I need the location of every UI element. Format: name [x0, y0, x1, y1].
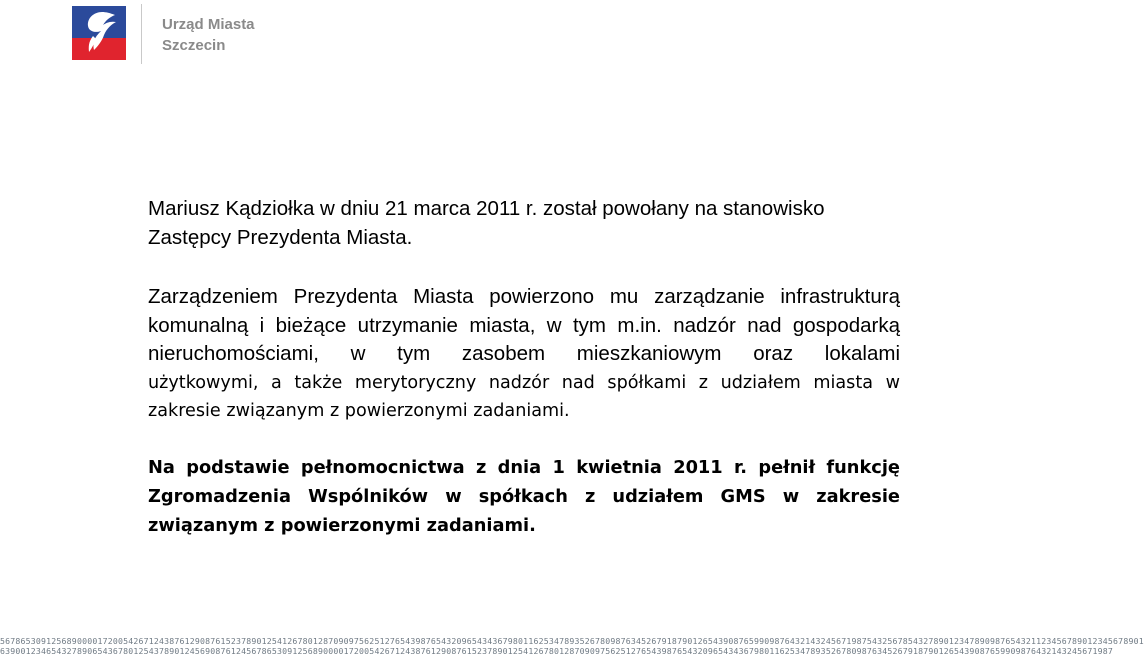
logo-divider [141, 4, 142, 64]
city-logo-mark [72, 6, 126, 60]
footer-digit-strip-1: 5678653091256890000172005426712438761290876152378901254126780128709097562512765439876543209654343679801162534789352678098763452679187901265439087659909876432143245671987543256785432789012347890987654321123456789012345678901 [0, 636, 1144, 646]
logo-text [162, 14, 255, 56]
responsibilities-line-4: użytkowymi, a także merytoryczny nadzór nad spółkami z udziałem miasta w [148, 372, 900, 393]
footer-digit-strip-2: 6390012346543278906543678012543789012456908761245678653091256890000172005426712438761290876152378901254126780128709097562512765439876543209654343679801162534789352678098763452679187901265439087659909876432143245671987 [0, 646, 1114, 656]
paragraph-appointment: Mariusz Kądziołka w dniu 21 marca 2011 r. został powołany na stanowisko Zastępcy Prezydenta Miasta. [148, 197, 825, 249]
responsibilities-line-3: nieruchomościami, w tym zasobem mieszkaniowym oraz lokalami [148, 342, 900, 365]
attorney-line-2: Zgromadzenia Wspólników w spółkach z udziałem GMS w zakresie [148, 486, 900, 507]
responsibilities-line-5: zakresie związanym z powierzonymi zadaniami. [148, 401, 570, 421]
paragraph-responsibilities [148, 283, 900, 426]
logo-line-2: Szczecin [162, 37, 226, 54]
responsibilities-line-2: komunalną i bieżące utrzymanie miasta, w tym m.in. nadzór nad gospodarką [148, 313, 900, 337]
attorney-line-1: Na podstawie pełnomocnictwa z dnia 1 kwietnia 2011 r. pełnił funkcję [148, 457, 900, 478]
paragraph-power-of-attorney [148, 453, 900, 540]
responsibilities-line-1: Zarządzeniem Prezydenta Miasta powierzono mu zarządzanie infrastrukturą [148, 285, 900, 308]
logo-line-1: Urząd Miasta [162, 16, 255, 33]
attorney-line-3: związanym z powierzonymi zadaniami. [148, 515, 536, 536]
